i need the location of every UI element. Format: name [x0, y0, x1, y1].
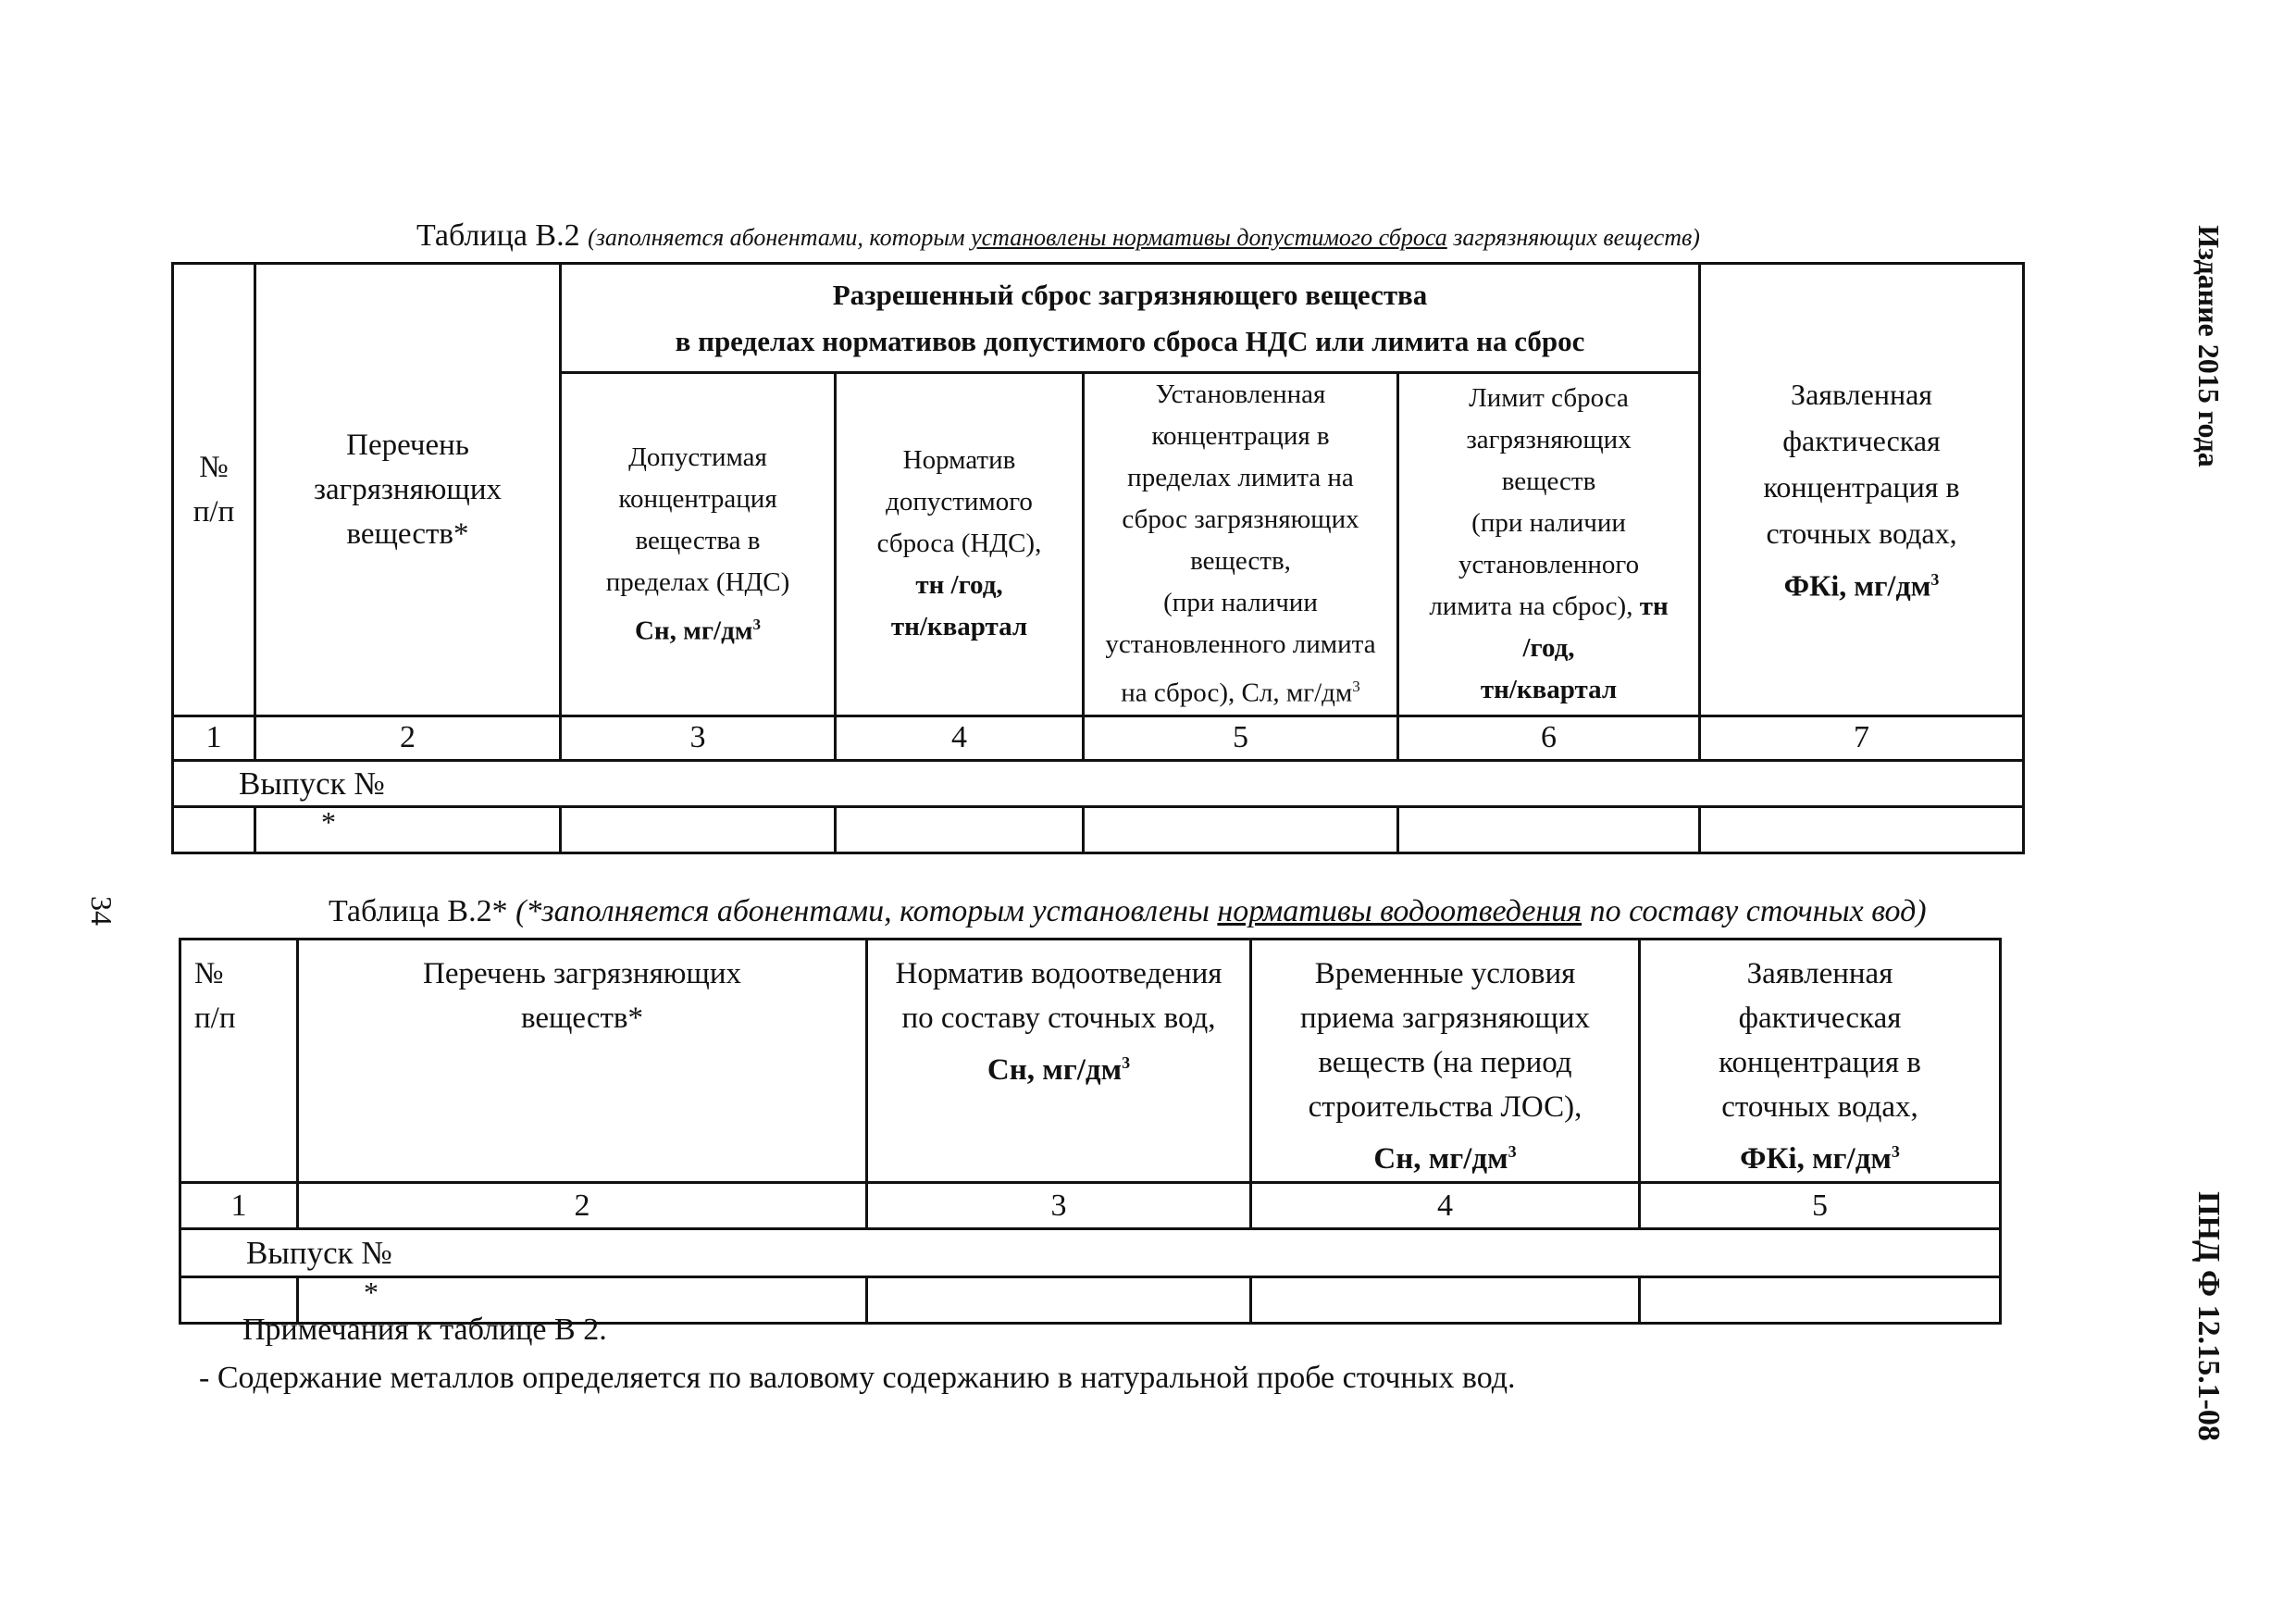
t1-col-number-2: 2 [255, 716, 561, 760]
t1-col-number-1: 1 [173, 716, 255, 760]
t1-row-label: Выпуск № [173, 760, 2024, 806]
t2-empty-cell [867, 1277, 1251, 1324]
t2-header-declared: Заявленная фактическая концентрация в сточных водах, ФКі, $мг/дм^3$ [1640, 940, 2001, 1183]
table1-caption-title: Таблица В.2 [416, 218, 580, 253]
t1-col-number-5: 5 [1084, 716, 1398, 760]
t1-col-number-3: 3 [561, 716, 836, 760]
t2-empty-cell [1251, 1277, 1640, 1324]
t2-header-number: № п/п [180, 940, 298, 1183]
table2-caption-title: Таблица В.2* [329, 894, 516, 928]
t1-col-number-7: 7 [1700, 716, 2024, 760]
t2-header-norm: Норматив водоотведения по составу сточных вод, Сн, $мг/дм^3$ [867, 940, 1251, 1183]
page-number: 34 [85, 896, 118, 926]
t1-header-group: Разрешенный сброс загрязняющего вещества в пределах нормативов допустимого сброса НДС или лимита на сброс [561, 264, 1700, 373]
t2-empty-cell [1640, 1277, 2001, 1324]
t2-col-number-2: 2 [298, 1183, 867, 1229]
table2-caption-note: (*заполняется абонентами, которым установлены нормативы водоотведения по составу сточных вод) [515, 894, 1927, 928]
t2-col-number-3: 3 [867, 1183, 1251, 1229]
t2-col-number-4: 4 [1251, 1183, 1640, 1229]
table2-caption-link: нормативы водоотведения [1217, 894, 1582, 928]
t1-empty-cell [173, 806, 255, 853]
edition-label: Издание 2015 года [2192, 225, 2226, 467]
t1-header-declared: Заявленная фактическая концентрация в сточных водах, ФКі, $мг/дм^3$ [1700, 264, 2024, 716]
t1-header-nds: Норматив допустимого сброса (НДС), тн /год, тн/квартал [836, 373, 1084, 716]
t1-empty-cell [561, 806, 836, 853]
table1-caption-note: (заполняется абонентами, которым установлены нормативы допустимого сброса загрязняющих веществ) [588, 224, 1700, 251]
t1-header-allowed-conc: Допустимая концентрация вещества в пределах (НДС) Сн, $мг/дм^3$ [561, 373, 836, 716]
t2-row-label: Выпуск № [180, 1229, 2001, 1277]
t2-header-substances: Перечень загрязняющих веществ* [298, 940, 867, 1183]
t1-col-number-6: 6 [1398, 716, 1700, 760]
table2-caption [329, 893, 1927, 930]
notes-item: - Содержание металлов определяется по валовому содержанию в натуральной пробе сточных вод. [199, 1361, 1516, 1395]
t1-empty-cell [1700, 806, 2024, 853]
document-code: ПНД Ф 12.15.1-08 [2191, 1191, 2226, 1441]
t1-star-cell: * [255, 806, 561, 853]
t1-empty-cell [836, 806, 1084, 853]
t2-col-number-1: 1 [180, 1183, 298, 1229]
t1-header-limit-conc: Установленная концентрация в пределах лимита на сброс загрязняющих веществ, (при наличии установленного лимита на сброс), Сл, $мг/дм^3$ [1084, 373, 1398, 716]
t2-star-cell: * [298, 1277, 867, 1324]
t1-empty-cell [1398, 806, 1700, 853]
table1 [171, 262, 2025, 854]
table1-caption [416, 218, 1700, 256]
t1-empty-cell [1084, 806, 1398, 853]
t2-col-number-5: 5 [1640, 1183, 2001, 1229]
table1-caption-link: установлены нормативы допустимого сброса [971, 224, 1447, 251]
table2 [179, 938, 2002, 1325]
t1-header-number: № п/п [173, 264, 255, 716]
t2-header-temp-conditions: Временные условия приема загрязняющих веществ (на период строительства ЛОС), Сн, $мг/дм^3$ [1251, 940, 1640, 1183]
t1-header-limit: Лимит сброса загрязняющих веществ (при наличии установленного лимита на сброс), тн /год, тн/квартал [1398, 373, 1700, 716]
notes-title: Примечания к таблице В 2. [242, 1313, 607, 1347]
t1-col-number-4: 4 [836, 716, 1084, 760]
t1-header-substances: Перечень загрязняющих веществ* [255, 264, 561, 716]
